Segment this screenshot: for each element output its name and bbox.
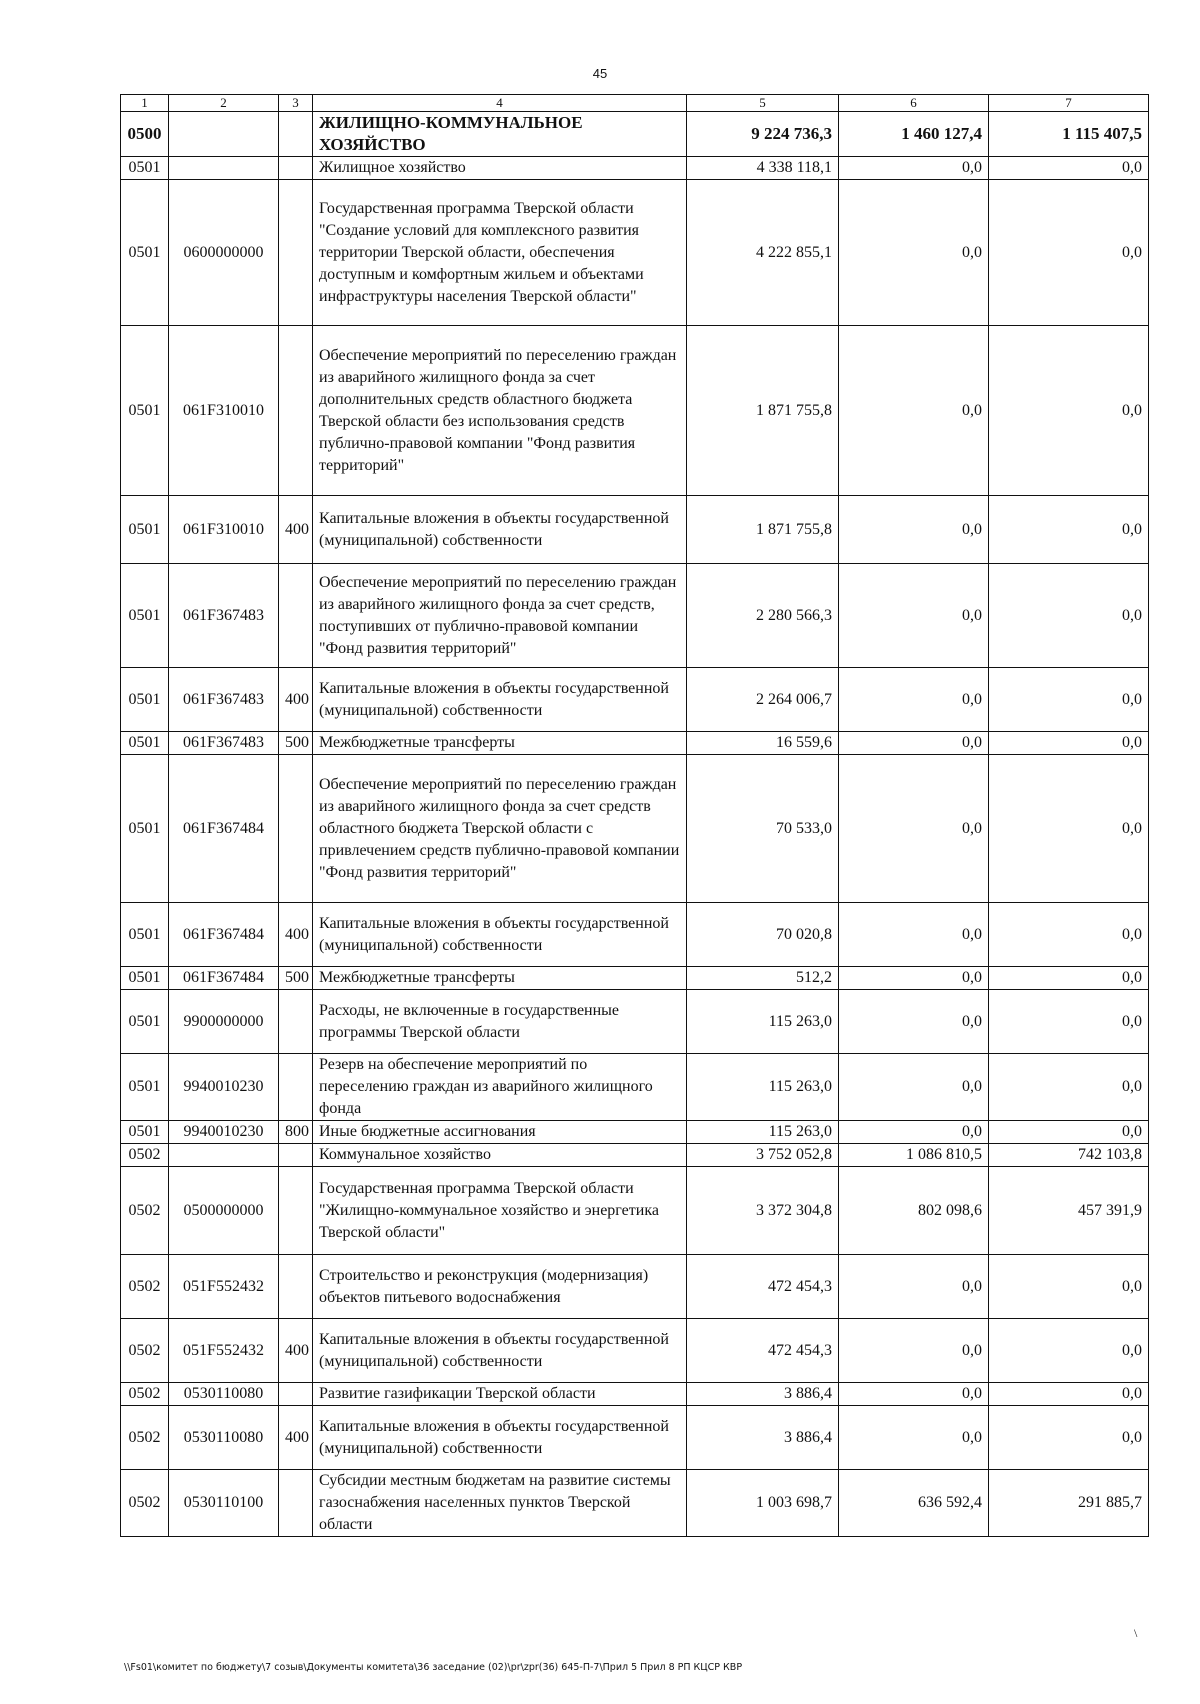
amount-col7-cell: 457 391,9 xyxy=(989,1167,1149,1255)
column-header: 3 xyxy=(279,95,313,112)
expense-type-cell xyxy=(279,180,313,326)
amount-col6-cell: 0,0 xyxy=(839,157,989,180)
item-name-cell: Государственная программа Тверской области "Жилищно-коммунальное хозяйство и энергетика Тверской области" xyxy=(313,1167,687,1255)
target-code-cell xyxy=(169,1144,279,1167)
amount-col6-cell: 0,0 xyxy=(839,1319,989,1383)
item-name-cell: Обеспечение мероприятий по переселению граждан из аварийного жилищного фонда за счет средств, поступивших от публично-правовой компании "Фонд развития территорий" xyxy=(313,564,687,668)
amount-col6-cell: 0,0 xyxy=(839,1406,989,1470)
expense-type-cell xyxy=(279,326,313,496)
amount-col7-cell: 1 115 407,5 xyxy=(989,112,1149,157)
amount-col7-cell: 0,0 xyxy=(989,732,1149,755)
amount-col7-cell: 0,0 xyxy=(989,180,1149,326)
amount-col5-cell: 1 003 698,7 xyxy=(687,1470,839,1537)
amount-col6-cell: 0,0 xyxy=(839,1121,989,1144)
amount-col6-cell: 0,0 xyxy=(839,903,989,967)
target-code-cell: 0530110080 xyxy=(169,1406,279,1470)
table-row xyxy=(121,903,1149,967)
section-code-cell: 0501 xyxy=(121,967,169,990)
section-code-cell: 0501 xyxy=(121,903,169,967)
amount-col7-cell: 0,0 xyxy=(989,1406,1149,1470)
table-row xyxy=(121,157,1149,180)
item-name-cell: Обеспечение мероприятий по переселению граждан из аварийного жилищного фонда за счет средств областного бюджета Тверской области с привлечением средств публично-правовой компании "Фонд развития территорий" xyxy=(313,755,687,903)
section-code-cell: 0502 xyxy=(121,1406,169,1470)
item-name-cell: Капитальные вложения в объекты государственной (муниципальной) собственности xyxy=(313,1406,687,1470)
table-row xyxy=(121,326,1149,496)
amount-col7-cell: 291 885,7 xyxy=(989,1470,1149,1537)
expense-type-cell xyxy=(279,157,313,180)
target-code-cell: 061F310010 xyxy=(169,496,279,564)
item-name-cell: Капитальные вложения в объекты государственной (муниципальной) собственности xyxy=(313,1319,687,1383)
target-code-cell: 9940010230 xyxy=(169,1121,279,1144)
section-code-cell: 0502 xyxy=(121,1383,169,1406)
amount-col5-cell: 70 533,0 xyxy=(687,755,839,903)
amount-col5-cell: 115 263,0 xyxy=(687,1054,839,1121)
table-row xyxy=(121,496,1149,564)
amount-col6-cell: 802 098,6 xyxy=(839,1167,989,1255)
table-row xyxy=(121,967,1149,990)
amount-col7-cell: 0,0 xyxy=(989,755,1149,903)
section-code-cell: 0502 xyxy=(121,1319,169,1383)
item-name-cell: Строительство и реконструкция (модернизация) объектов питьевого водоснабжения xyxy=(313,1255,687,1319)
section-code-cell: 0501 xyxy=(121,668,169,732)
item-name-cell: Межбюджетные трансферты xyxy=(313,732,687,755)
target-code-cell: 051F552432 xyxy=(169,1319,279,1383)
item-name-cell: Жилищное хозяйство xyxy=(313,157,687,180)
amount-col5-cell: 3 372 304,8 xyxy=(687,1167,839,1255)
column-header: 7 xyxy=(989,95,1149,112)
expense-type-cell xyxy=(279,755,313,903)
expense-type-cell xyxy=(279,112,313,157)
amount-col7-cell: 0,0 xyxy=(989,326,1149,496)
amount-col6-cell: 0,0 xyxy=(839,732,989,755)
section-code-cell: 0501 xyxy=(121,326,169,496)
amount-col6-cell: 0,0 xyxy=(839,1054,989,1121)
target-code-cell: 061F367484 xyxy=(169,967,279,990)
amount-col6-cell: 0,0 xyxy=(839,990,989,1054)
expense-type-cell xyxy=(279,1383,313,1406)
target-code-cell xyxy=(169,112,279,157)
expense-type-cell xyxy=(279,1054,313,1121)
amount-col6-cell: 636 592,4 xyxy=(839,1470,989,1537)
amount-col7-cell: 0,0 xyxy=(989,1255,1149,1319)
expense-type-cell: 400 xyxy=(279,1319,313,1383)
table-row xyxy=(121,1054,1149,1121)
item-name-cell: Коммунальное хозяйство xyxy=(313,1144,687,1167)
target-code-cell: 061F367484 xyxy=(169,755,279,903)
amount-col7-cell: 0,0 xyxy=(989,157,1149,180)
footer-file-path: \\Fs01\комитет по бюджету\7 созыв\Документы комитета\36 заседание (02)\pr\zpr(36) 645-П-7\Прил 5 Прил 8 РП КЦСР КВР xyxy=(124,1662,743,1673)
item-name-cell: Государственная программа Тверской области "Создание условий для комплексного развития территории Тверской области, обеспечения доступным и комфортным жильем и объектами инфраструктуры населения Тверской области" xyxy=(313,180,687,326)
section-code-cell: 0501 xyxy=(121,1121,169,1144)
target-code-cell: 9900000000 xyxy=(169,990,279,1054)
amount-col6-cell: 1 086 810,5 xyxy=(839,1144,989,1167)
amount-col5-cell: 2 280 566,3 xyxy=(687,564,839,668)
item-name-cell: Развитие газификации Тверской области xyxy=(313,1383,687,1406)
section-code-cell: 0500 xyxy=(121,112,169,157)
table-row xyxy=(121,112,1149,157)
amount-col6-cell: 0,0 xyxy=(839,967,989,990)
section-code-cell: 0502 xyxy=(121,1255,169,1319)
item-name-cell: Капитальные вложения в объекты государственной (муниципальной) собственности xyxy=(313,496,687,564)
amount-col6-cell: 0,0 xyxy=(839,1255,989,1319)
amount-col7-cell: 0,0 xyxy=(989,564,1149,668)
amount-col7-cell: 742 103,8 xyxy=(989,1144,1149,1167)
item-name-cell: Субсидии местным бюджетам на развитие системы газоснабжения населенных пунктов Тверской области xyxy=(313,1470,687,1537)
item-name-cell: Капитальные вложения в объекты государственной (муниципальной) собственности xyxy=(313,668,687,732)
section-code-cell: 0502 xyxy=(121,1167,169,1255)
section-code-cell: 0501 xyxy=(121,157,169,180)
section-code-cell: 0501 xyxy=(121,755,169,903)
amount-col5-cell: 70 020,8 xyxy=(687,903,839,967)
amount-col6-cell: 0,0 xyxy=(839,755,989,903)
expense-type-cell: 400 xyxy=(279,496,313,564)
section-code-cell: 0502 xyxy=(121,1470,169,1537)
expense-type-cell xyxy=(279,990,313,1054)
target-code-cell: 0530110080 xyxy=(169,1383,279,1406)
amount-col5-cell: 3 752 052,8 xyxy=(687,1144,839,1167)
amount-col7-cell: 0,0 xyxy=(989,1121,1149,1144)
item-name-cell: ЖИЛИЩНО-КОММУНАЛЬНОЕ ХОЗЯЙСТВО xyxy=(313,112,687,157)
target-code-cell: 061F367484 xyxy=(169,903,279,967)
target-code-cell: 061F367483 xyxy=(169,732,279,755)
page-number: 45 xyxy=(592,66,608,81)
amount-col5-cell: 3 886,4 xyxy=(687,1383,839,1406)
amount-col6-cell: 0,0 xyxy=(839,326,989,496)
amount-col7-cell: 0,0 xyxy=(989,903,1149,967)
table-row xyxy=(121,668,1149,732)
table-row xyxy=(121,1144,1149,1167)
amount-col5-cell: 472 454,3 xyxy=(687,1255,839,1319)
table-row xyxy=(121,1255,1149,1319)
target-code-cell: 061F367483 xyxy=(169,668,279,732)
amount-col5-cell: 1 871 755,8 xyxy=(687,496,839,564)
amount-col5-cell: 115 263,0 xyxy=(687,1121,839,1144)
amount-col5-cell: 2 264 006,7 xyxy=(687,668,839,732)
table-row xyxy=(121,1167,1149,1255)
amount-col5-cell: 4 338 118,1 xyxy=(687,157,839,180)
expense-type-cell: 500 xyxy=(279,967,313,990)
amount-col6-cell: 0,0 xyxy=(839,1383,989,1406)
item-name-cell: Иные бюджетные ассигнования xyxy=(313,1121,687,1144)
section-code-cell: 0501 xyxy=(121,990,169,1054)
amount-col7-cell: 0,0 xyxy=(989,1319,1149,1383)
amount-col7-cell: 0,0 xyxy=(989,1383,1149,1406)
column-header: 2 xyxy=(169,95,279,112)
amount-col7-cell: 0,0 xyxy=(989,668,1149,732)
section-code-cell: 0501 xyxy=(121,564,169,668)
section-code-cell: 0501 xyxy=(121,1054,169,1121)
amount-col7-cell: 0,0 xyxy=(989,967,1149,990)
expense-type-cell xyxy=(279,1144,313,1167)
expense-type-cell xyxy=(279,564,313,668)
table-row xyxy=(121,990,1149,1054)
amount-col7-cell: 0,0 xyxy=(989,496,1149,564)
budget-table xyxy=(120,94,1149,1537)
table-row xyxy=(121,1383,1149,1406)
target-code-cell: 9940010230 xyxy=(169,1054,279,1121)
item-name-cell: Капитальные вложения в объекты государственной (муниципальной) собственности xyxy=(313,903,687,967)
table-row xyxy=(121,180,1149,326)
item-name-cell: Обеспечение мероприятий по переселению граждан из аварийного жилищного фонда за счет дополнительных средств областного бюджета Тверской области без использования средств публично-правовой компании "Фонд развития территорий" xyxy=(313,326,687,496)
expense-type-cell xyxy=(279,1255,313,1319)
table-row xyxy=(121,1406,1149,1470)
table-row xyxy=(121,1319,1149,1383)
target-code-cell: 0530110100 xyxy=(169,1470,279,1537)
amount-col7-cell: 0,0 xyxy=(989,990,1149,1054)
table-row xyxy=(121,564,1149,668)
amount-col5-cell: 4 222 855,1 xyxy=(687,180,839,326)
expense-type-cell: 400 xyxy=(279,668,313,732)
section-code-cell: 0501 xyxy=(121,732,169,755)
item-name-cell: Резерв на обеспечение мероприятий по переселению граждан из аварийного жилищного фонда xyxy=(313,1054,687,1121)
target-code-cell: 061F310010 xyxy=(169,326,279,496)
amount-col5-cell: 472 454,3 xyxy=(687,1319,839,1383)
amount-col5-cell: 512,2 xyxy=(687,967,839,990)
scan-mark: \ xyxy=(1134,1626,1138,1640)
column-header: 5 xyxy=(687,95,839,112)
item-name-cell: Расходы, не включенные в государственные программы Тверской области xyxy=(313,990,687,1054)
amount-col7-cell: 0,0 xyxy=(989,1054,1149,1121)
target-code-cell: 0600000000 xyxy=(169,180,279,326)
target-code-cell: 061F367483 xyxy=(169,564,279,668)
amount-col5-cell: 115 263,0 xyxy=(687,990,839,1054)
amount-col5-cell: 3 886,4 xyxy=(687,1406,839,1470)
item-name-cell: Межбюджетные трансферты xyxy=(313,967,687,990)
amount-col5-cell: 9 224 736,3 xyxy=(687,112,839,157)
amount-col6-cell: 0,0 xyxy=(839,180,989,326)
section-code-cell: 0501 xyxy=(121,180,169,326)
expense-type-cell xyxy=(279,1167,313,1255)
column-header: 1 xyxy=(121,95,169,112)
column-header: 4 xyxy=(313,95,687,112)
amount-col6-cell: 0,0 xyxy=(839,564,989,668)
amount-col6-cell: 1 460 127,4 xyxy=(839,112,989,157)
section-code-cell: 0502 xyxy=(121,1144,169,1167)
target-code-cell: 051F552432 xyxy=(169,1255,279,1319)
amount-col6-cell: 0,0 xyxy=(839,668,989,732)
target-code-cell xyxy=(169,157,279,180)
column-header: 6 xyxy=(839,95,989,112)
expense-type-cell xyxy=(279,1470,313,1537)
section-code-cell: 0501 xyxy=(121,496,169,564)
table-row xyxy=(121,732,1149,755)
table-row xyxy=(121,1470,1149,1537)
expense-type-cell: 500 xyxy=(279,732,313,755)
amount-col5-cell: 16 559,6 xyxy=(687,732,839,755)
amount-col6-cell: 0,0 xyxy=(839,496,989,564)
table-row xyxy=(121,755,1149,903)
target-code-cell: 0500000000 xyxy=(169,1167,279,1255)
table-row xyxy=(121,1121,1149,1144)
expense-type-cell: 800 xyxy=(279,1121,313,1144)
column-number-row xyxy=(121,95,1149,112)
expense-type-cell: 400 xyxy=(279,1406,313,1470)
expense-type-cell: 400 xyxy=(279,903,313,967)
amount-col5-cell: 1 871 755,8 xyxy=(687,326,839,496)
